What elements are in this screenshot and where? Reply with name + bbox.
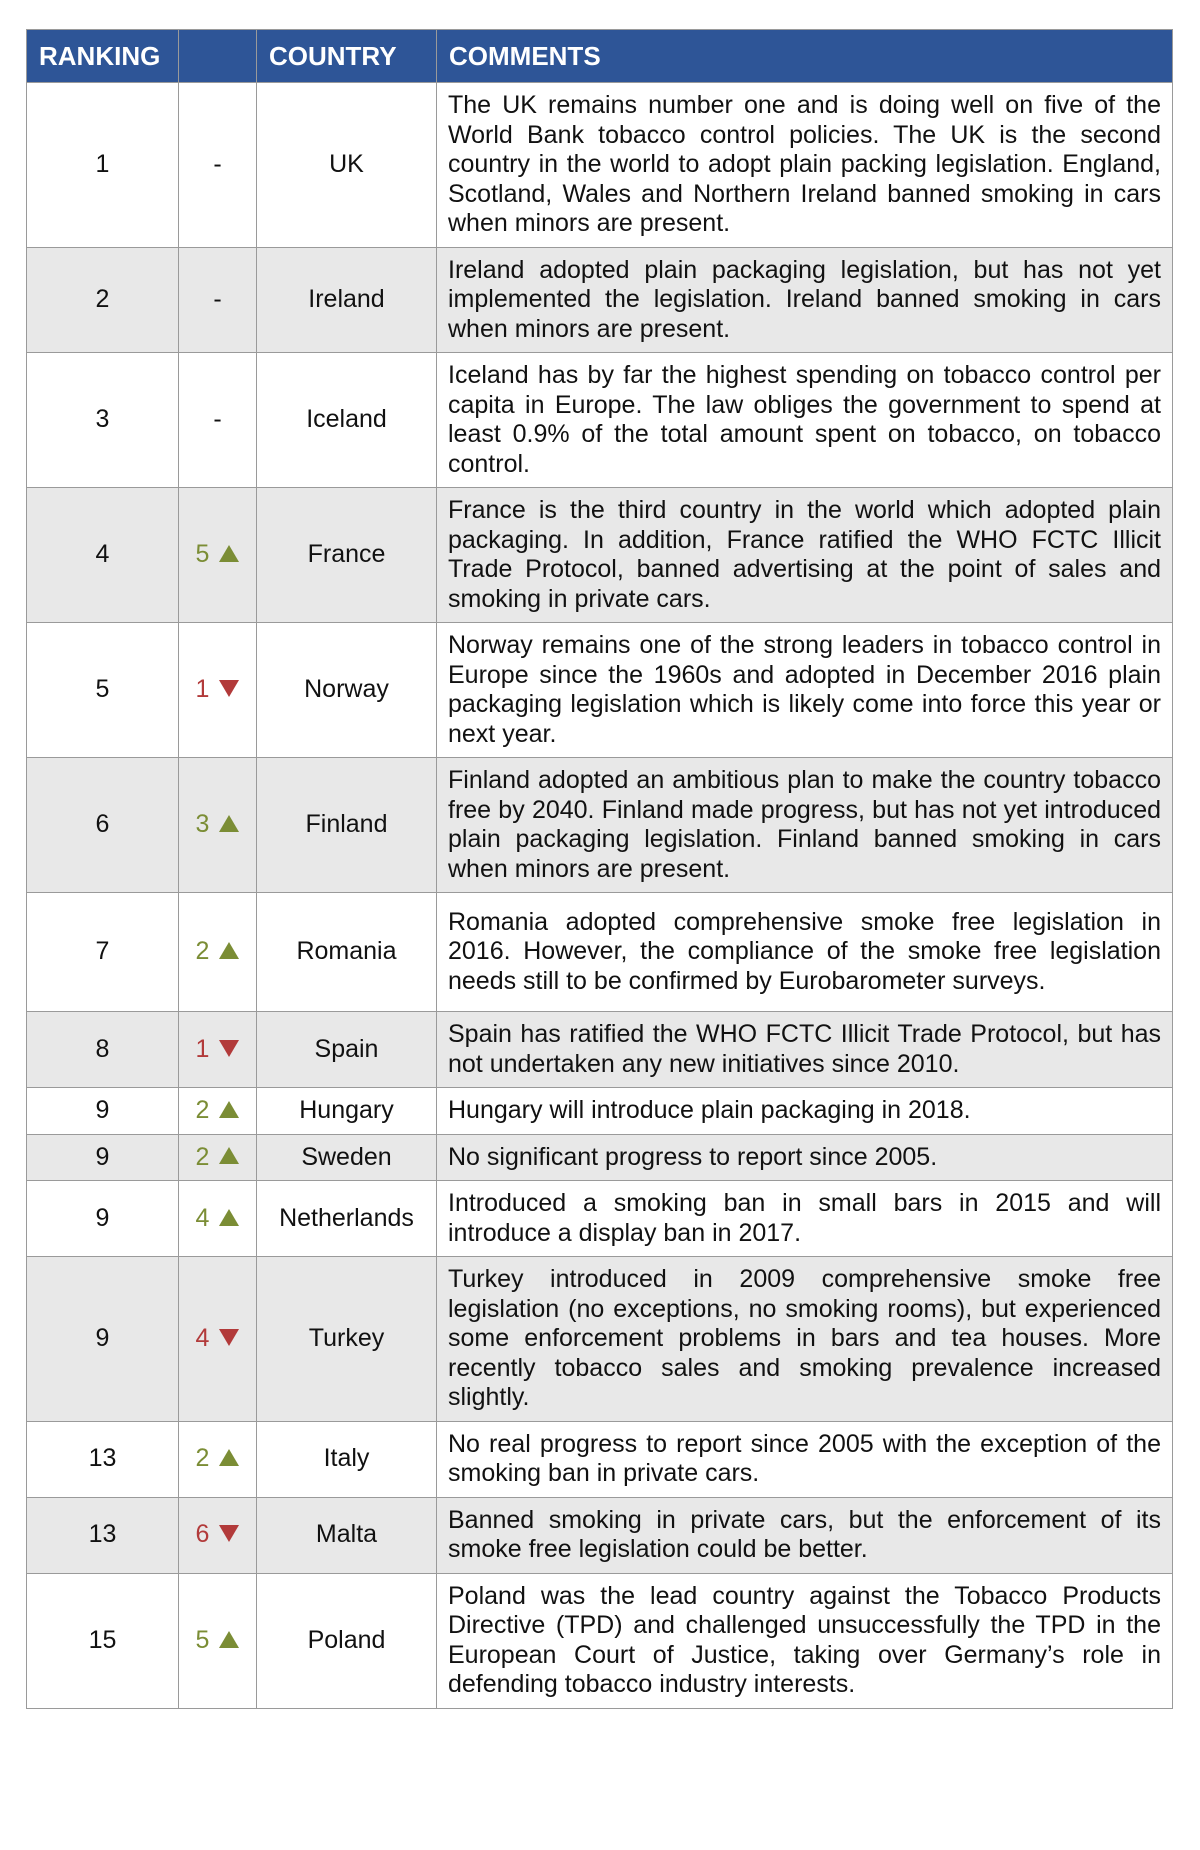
table-row (27, 1181, 1173, 1257)
table-body (27, 83, 1173, 1709)
rank-cell: 8 (27, 1012, 179, 1088)
change-cell (179, 247, 257, 353)
triangle-down-icon (219, 680, 239, 697)
rank-cell: 13 (27, 1497, 179, 1573)
rank-cell: 2 (27, 247, 179, 353)
country-cell: Spain (257, 1012, 437, 1088)
ranking-table-container (26, 29, 1172, 1709)
country-cell: Hungary (257, 1088, 437, 1135)
triangle-up-icon (219, 1631, 239, 1648)
comment-cell: Hungary will introduce plain packaging in 2018. (437, 1088, 1173, 1135)
change-cell (179, 758, 257, 893)
triangle-up-icon (219, 545, 239, 562)
change-value: 4 (195, 1324, 210, 1352)
triangle-up-icon (219, 1449, 239, 1466)
country-cell: Norway (257, 623, 437, 758)
table-row (27, 893, 1173, 1012)
comment-cell: France is the third country in the world which adopted plain packaging. In addition, France ratified the WHO FCTC Illicit Trade Protocol, banned advertising at the point of sales and smoking in private cars. (437, 488, 1173, 623)
change-cell (179, 488, 257, 623)
change-cell (179, 353, 257, 488)
country-cell: Iceland (257, 353, 437, 488)
table-row (27, 488, 1173, 623)
change-value: 2 (195, 937, 210, 966)
rank-cell: 9 (27, 1181, 179, 1257)
change-value: - (213, 150, 222, 178)
change-cell (179, 1012, 257, 1088)
comment-cell: Finland adopted an ambitious plan to make the country tobacco free by 2040. Finland made progress, but has not yet introduced plain packaging legislation. Finland banned smoking in cars when minors are present. (437, 758, 1173, 893)
comment-cell: The UK remains number one and is doing well on five of the World Bank tobacco control policies. The UK is the second country in the world to adopt plain packing legislation. England, Scotland, Wales and Northern Ireland banned smoking in cars when minors are present. (437, 83, 1173, 248)
change-value: 1 (195, 675, 210, 704)
header-country: COUNTRY (257, 30, 437, 83)
rank-cell: 13 (27, 1421, 179, 1497)
rank-cell: 5 (27, 623, 179, 758)
change-cell (179, 1134, 257, 1181)
triangle-down-icon (219, 1525, 239, 1542)
country-cell: Italy (257, 1421, 437, 1497)
rank-cell: 4 (27, 488, 179, 623)
change-value: 5 (195, 540, 210, 569)
triangle-up-icon (219, 1101, 239, 1118)
table-row (27, 1012, 1173, 1088)
table-row (27, 1257, 1173, 1422)
table-header (27, 30, 1173, 83)
country-cell: Turkey (257, 1257, 437, 1422)
change-value: 3 (195, 810, 210, 839)
country-cell: Netherlands (257, 1181, 437, 1257)
rank-cell: 9 (27, 1134, 179, 1181)
change-value: - (213, 285, 222, 313)
table-row (27, 247, 1173, 353)
change-value: 5 (195, 1625, 210, 1654)
change-value: 2 (195, 1444, 210, 1473)
rank-cell: 3 (27, 353, 179, 488)
table-row (27, 1134, 1173, 1181)
change-cell (179, 1088, 257, 1135)
rank-cell: 1 (27, 83, 179, 248)
comment-cell: Norway remains one of the strong leaders in tobacco control in Europe since the 1960s and adopted in December 2016 plain packaging legislation which is likely come into force this year or next year. (437, 623, 1173, 758)
header-comments: COMMENTS (437, 30, 1173, 83)
country-cell: Romania (257, 893, 437, 1012)
change-value: 1 (195, 1034, 210, 1063)
table-row (27, 1421, 1173, 1497)
triangle-down-icon (219, 1329, 239, 1346)
rank-cell: 7 (27, 893, 179, 1012)
table-row (27, 83, 1173, 248)
country-cell: Sweden (257, 1134, 437, 1181)
comment-cell: Spain has ratified the WHO FCTC Illicit Trade Protocol, but has not undertaken any new initiatives since 2010. (437, 1012, 1173, 1088)
change-cell (179, 83, 257, 248)
change-value: 4 (195, 1203, 210, 1232)
change-value: 6 (195, 1520, 210, 1549)
change-cell (179, 1181, 257, 1257)
comment-cell: Poland was the lead country against the Tobacco Products Directive (TPD) and challenged unsuccessfully the TPD in the European Court of Justice, taking over Germany’s role in defending tobacco industry interests. (437, 1573, 1173, 1708)
header-change (179, 30, 257, 83)
comment-cell: No significant progress to report since 2005. (437, 1134, 1173, 1181)
change-cell (179, 623, 257, 758)
change-value: - (213, 405, 222, 434)
country-cell: UK (257, 83, 437, 248)
table-row (27, 1088, 1173, 1135)
change-cell (179, 1257, 257, 1422)
rank-cell: 6 (27, 758, 179, 893)
triangle-up-icon (219, 1147, 239, 1164)
country-cell: Malta (257, 1497, 437, 1573)
change-cell (179, 893, 257, 1012)
ranking-table (26, 29, 1173, 1709)
table-row (27, 1497, 1173, 1573)
change-value: 2 (195, 1142, 210, 1171)
country-cell: France (257, 488, 437, 623)
comment-cell: Iceland has by far the highest spending on tobacco control per capita in Europe. The law obliges the government to spend at least 0.9% of the total amount spent on tobacco, on tobacco control. (437, 353, 1173, 488)
comment-cell: Romania adopted comprehensive smoke free legislation in 2016. However, the compliance of the smoke free legislation needs still to be confirmed by Eurobarometer surveys. (437, 893, 1173, 1012)
rank-cell: 15 (27, 1573, 179, 1708)
change-cell (179, 1497, 257, 1573)
comment-cell: Turkey introduced in 2009 comprehensive smoke free legislation (no exceptions, no smoking rooms), but experienced some enforcement problems in bars and tea houses. More recently tobacco sales and smoking prevalence increased slightly. (437, 1257, 1173, 1422)
country-cell: Ireland (257, 247, 437, 353)
change-value: 2 (195, 1096, 210, 1124)
change-cell (179, 1421, 257, 1497)
header-row (27, 30, 1173, 83)
country-cell: Poland (257, 1573, 437, 1708)
change-cell (179, 1573, 257, 1708)
table-row (27, 623, 1173, 758)
triangle-up-icon (219, 942, 239, 959)
triangle-up-icon (219, 1209, 239, 1226)
country-cell: Finland (257, 758, 437, 893)
table-row (27, 353, 1173, 488)
header-ranking: RANKING (27, 30, 179, 83)
comment-cell: No real progress to report since 2005 with the exception of the smoking ban in private cars. (437, 1421, 1173, 1497)
comment-cell: Banned smoking in private cars, but the enforcement of its smoke free legislation could be better. (437, 1497, 1173, 1573)
triangle-up-icon (219, 815, 239, 832)
comment-cell: Introduced a smoking ban in small bars in 2015 and will introduce a display ban in 2017. (437, 1181, 1173, 1257)
rank-cell: 9 (27, 1257, 179, 1422)
comment-cell: Ireland adopted plain packaging legislation, but has not yet implemented the legislation. Ireland banned smoking in cars when minors are present. (437, 247, 1173, 353)
triangle-down-icon (219, 1040, 239, 1057)
table-row (27, 1573, 1173, 1708)
table-row (27, 758, 1173, 893)
rank-cell: 9 (27, 1088, 179, 1135)
